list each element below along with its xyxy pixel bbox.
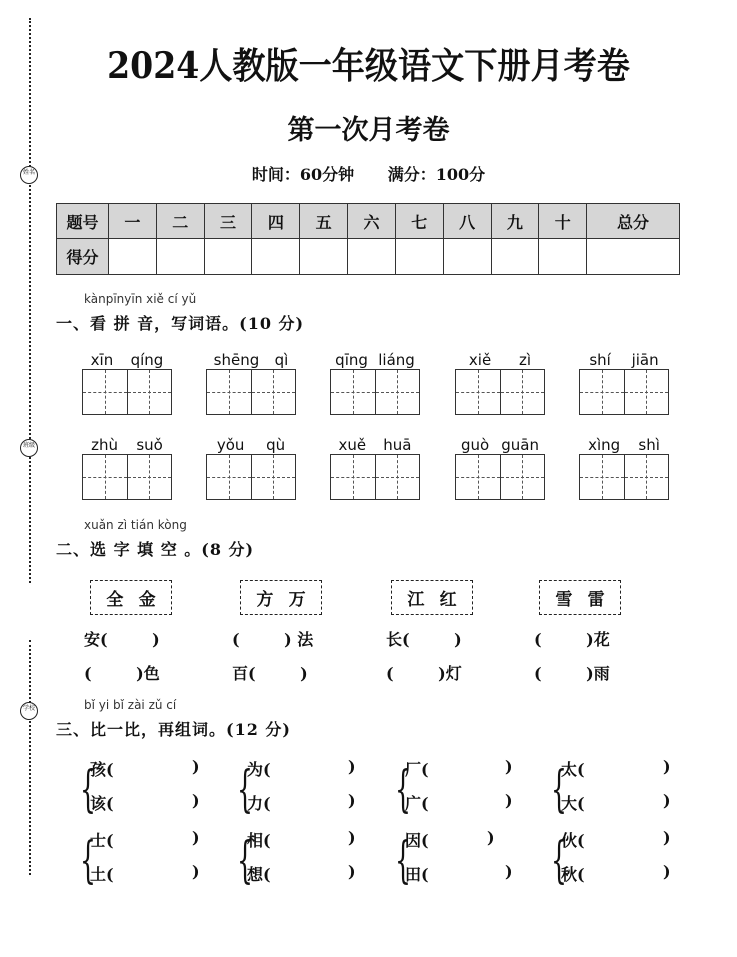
pair-blank[interactable]: 田( bbox=[405, 865, 429, 884]
choice-char: 雪 bbox=[555, 590, 573, 610]
char-choice-box bbox=[240, 580, 322, 615]
pair-blank[interactable]: 大( bbox=[561, 794, 585, 813]
section1-pinyin: kànpīnyīn xiě cí yǔ bbox=[84, 292, 197, 306]
binding-line bbox=[29, 640, 31, 875]
row-label-score: 得分 bbox=[57, 239, 109, 275]
pinyin: zhù bbox=[91, 436, 119, 454]
writing-cell[interactable] bbox=[375, 370, 420, 414]
brace-icon: { bbox=[237, 831, 253, 889]
choice-char: 江 bbox=[407, 590, 425, 610]
pair-blank[interactable]: 想( bbox=[247, 865, 271, 884]
word-grid bbox=[206, 351, 296, 415]
pair-blank[interactable]: 该( bbox=[90, 794, 114, 813]
pinyin: liáng bbox=[378, 351, 415, 369]
writing-cell[interactable] bbox=[127, 455, 172, 499]
choice-char: 金 bbox=[138, 590, 156, 610]
col-header: 九 bbox=[491, 204, 539, 239]
writing-cell[interactable] bbox=[207, 370, 251, 414]
section2-pinyin: xuǎn zì tián kòng bbox=[84, 518, 187, 532]
score-cell[interactable] bbox=[204, 239, 252, 275]
score-cell[interactable] bbox=[539, 239, 587, 275]
word-grid bbox=[330, 351, 420, 415]
pinyin: xiě bbox=[468, 351, 492, 369]
pinyin: xīn bbox=[90, 351, 114, 369]
compare-pair: { 为( 力( ) ) bbox=[237, 757, 356, 818]
fill-blank[interactable]: ( )雨 bbox=[534, 664, 610, 683]
pinyin: huā bbox=[383, 436, 412, 454]
compare-pair: { 相( 想( ) ) bbox=[237, 828, 356, 889]
col-header: 八 bbox=[443, 204, 491, 239]
col-header-total: 总分 bbox=[587, 204, 680, 239]
col-header: 一 bbox=[109, 204, 157, 239]
fill-blank[interactable]: ( ) 法 bbox=[232, 630, 314, 649]
score-cell-total[interactable] bbox=[587, 239, 680, 275]
pair-blank[interactable]: 广( bbox=[405, 794, 429, 813]
score-table-score-row bbox=[57, 239, 680, 275]
pair-blank[interactable]: 力( bbox=[247, 794, 271, 813]
pinyin: qù bbox=[266, 436, 286, 454]
writing-cell[interactable] bbox=[207, 455, 251, 499]
pinyin: qì bbox=[274, 351, 289, 369]
row-label-question-no: 题号 bbox=[57, 204, 109, 239]
pair-blank[interactable]: 秋( bbox=[561, 865, 585, 884]
char-choice-box bbox=[90, 580, 172, 615]
fill-blank[interactable]: 长( ) bbox=[386, 630, 462, 649]
choice-char: 全 bbox=[106, 590, 124, 610]
pinyin: qíng bbox=[130, 351, 164, 369]
pinyin: guò bbox=[461, 436, 490, 454]
compare-pair: { 伙( 秋( ) ) bbox=[551, 828, 671, 889]
pinyin: zì bbox=[519, 351, 532, 369]
fill-blank[interactable]: ( )灯 bbox=[386, 664, 462, 683]
writing-cell[interactable] bbox=[580, 455, 624, 499]
word-grid bbox=[455, 436, 545, 500]
fill-blank[interactable]: 百( ) bbox=[232, 664, 308, 683]
pinyin: shēng bbox=[213, 351, 260, 369]
writing-cell[interactable] bbox=[83, 370, 127, 414]
score-cell[interactable] bbox=[348, 239, 396, 275]
col-header: 十 bbox=[539, 204, 587, 239]
writing-cell[interactable] bbox=[456, 370, 500, 414]
brace-icon: { bbox=[551, 760, 567, 818]
pinyin: shì bbox=[638, 436, 660, 454]
compare-pair: { 孩( 该( ) ) bbox=[80, 757, 200, 818]
seal-icon: 姓名 bbox=[20, 166, 38, 184]
score-cell[interactable] bbox=[491, 239, 539, 275]
col-header: 七 bbox=[395, 204, 443, 239]
writing-cell[interactable] bbox=[624, 370, 669, 414]
word-grid bbox=[82, 436, 172, 500]
word-grid bbox=[579, 436, 669, 500]
pinyin: suǒ bbox=[136, 436, 163, 454]
word-grid bbox=[579, 351, 669, 415]
writing-cell[interactable] bbox=[375, 455, 420, 499]
pinyin: guān bbox=[501, 436, 539, 454]
score-cell[interactable] bbox=[156, 239, 204, 275]
pair-blank[interactable]: 孩( bbox=[90, 760, 114, 779]
section2-title: 二、选 字 填 空 。(8 分) bbox=[56, 540, 255, 559]
pair-blank[interactable]: 伙( bbox=[561, 831, 585, 850]
col-header: 六 bbox=[348, 204, 396, 239]
brace-icon: { bbox=[80, 760, 96, 818]
pair-blank[interactable]: 相( bbox=[247, 831, 271, 850]
brace-icon: { bbox=[551, 831, 567, 889]
pair-blank[interactable]: 为( bbox=[247, 760, 271, 779]
pinyin: jiān bbox=[631, 351, 659, 369]
word-grid bbox=[330, 436, 420, 500]
pinyin: xìng bbox=[588, 436, 621, 454]
word-grid bbox=[82, 351, 172, 415]
choice-char: 方 bbox=[256, 590, 274, 610]
writing-cell[interactable] bbox=[500, 370, 545, 414]
brace-icon: { bbox=[395, 760, 411, 818]
pair-blank[interactable]: 太( bbox=[561, 760, 585, 779]
exam-time: 时间：60分钟 bbox=[251, 165, 355, 184]
exam-full-score: 满分：100分 bbox=[387, 165, 486, 184]
col-header: 四 bbox=[252, 204, 300, 239]
choice-char: 雷 bbox=[587, 590, 605, 610]
seal-icon: 班级 bbox=[20, 439, 38, 457]
score-cell[interactable] bbox=[395, 239, 443, 275]
binding-line bbox=[29, 18, 31, 583]
word-grid bbox=[206, 436, 296, 500]
score-cell[interactable] bbox=[300, 239, 348, 275]
pinyin: xuě bbox=[338, 436, 367, 454]
writing-cell[interactable] bbox=[83, 455, 127, 499]
pair-blank[interactable]: 土( bbox=[90, 865, 114, 884]
compare-pair: { 士( 土( ) ) bbox=[80, 828, 200, 889]
word-grid bbox=[455, 351, 545, 415]
score-cell[interactable] bbox=[443, 239, 491, 275]
compare-pair: { 太( 大( ) ) bbox=[551, 757, 671, 818]
pair-blank[interactable]: 厂( bbox=[405, 760, 429, 779]
page-title: 2024人教版一年级语文下册月考卷 bbox=[107, 45, 630, 87]
choice-char: 红 bbox=[439, 590, 457, 610]
pinyin: qīng bbox=[335, 351, 368, 369]
writing-cell[interactable] bbox=[251, 455, 296, 499]
seal-icon: 学校 bbox=[20, 702, 38, 720]
score-cell[interactable] bbox=[252, 239, 300, 275]
score-table bbox=[56, 203, 680, 275]
fill-blank[interactable]: ( )色 bbox=[84, 664, 160, 683]
writing-cell[interactable] bbox=[331, 370, 375, 414]
fill-blank[interactable]: 安( ) bbox=[84, 630, 160, 649]
writing-cell[interactable] bbox=[624, 455, 669, 499]
writing-cell[interactable] bbox=[580, 370, 624, 414]
exam-info bbox=[0, 162, 737, 185]
choice-char: 万 bbox=[288, 590, 306, 610]
col-header: 二 bbox=[156, 204, 204, 239]
fill-blank[interactable]: ( )花 bbox=[534, 630, 610, 649]
pair-blank[interactable]: 因( bbox=[405, 831, 429, 850]
char-choice-box bbox=[539, 580, 621, 615]
section3-title: 三、比一比，再组词。(12 分) bbox=[56, 720, 291, 739]
writing-cell[interactable] bbox=[456, 455, 500, 499]
compare-pair: { 厂( 广( ) ) bbox=[395, 757, 513, 818]
brace-icon: { bbox=[80, 831, 96, 889]
writing-cell[interactable] bbox=[127, 370, 172, 414]
pinyin: yǒu bbox=[216, 436, 245, 454]
score-cell[interactable] bbox=[109, 239, 157, 275]
pinyin: shí bbox=[589, 351, 611, 369]
pair-blank[interactable]: 士( bbox=[90, 831, 114, 850]
col-header: 五 bbox=[300, 204, 348, 239]
score-table-header-row bbox=[57, 204, 680, 239]
col-header: 三 bbox=[204, 204, 252, 239]
section1-title: 一、看 拼 音，写词语。(10 分) bbox=[56, 314, 305, 333]
page-subtitle: 第一次月考卷 bbox=[287, 115, 450, 146]
section3-pinyin: bǐ yi bǐ zài zǔ cí bbox=[84, 698, 177, 712]
brace-icon: { bbox=[395, 831, 411, 889]
writing-cell[interactable] bbox=[331, 455, 375, 499]
compare-pair: { 因( 田( ) ) bbox=[395, 828, 513, 889]
writing-cell[interactable] bbox=[500, 455, 545, 499]
writing-cell[interactable] bbox=[251, 370, 296, 414]
char-choice-box bbox=[391, 580, 473, 615]
brace-icon: { bbox=[237, 760, 253, 818]
